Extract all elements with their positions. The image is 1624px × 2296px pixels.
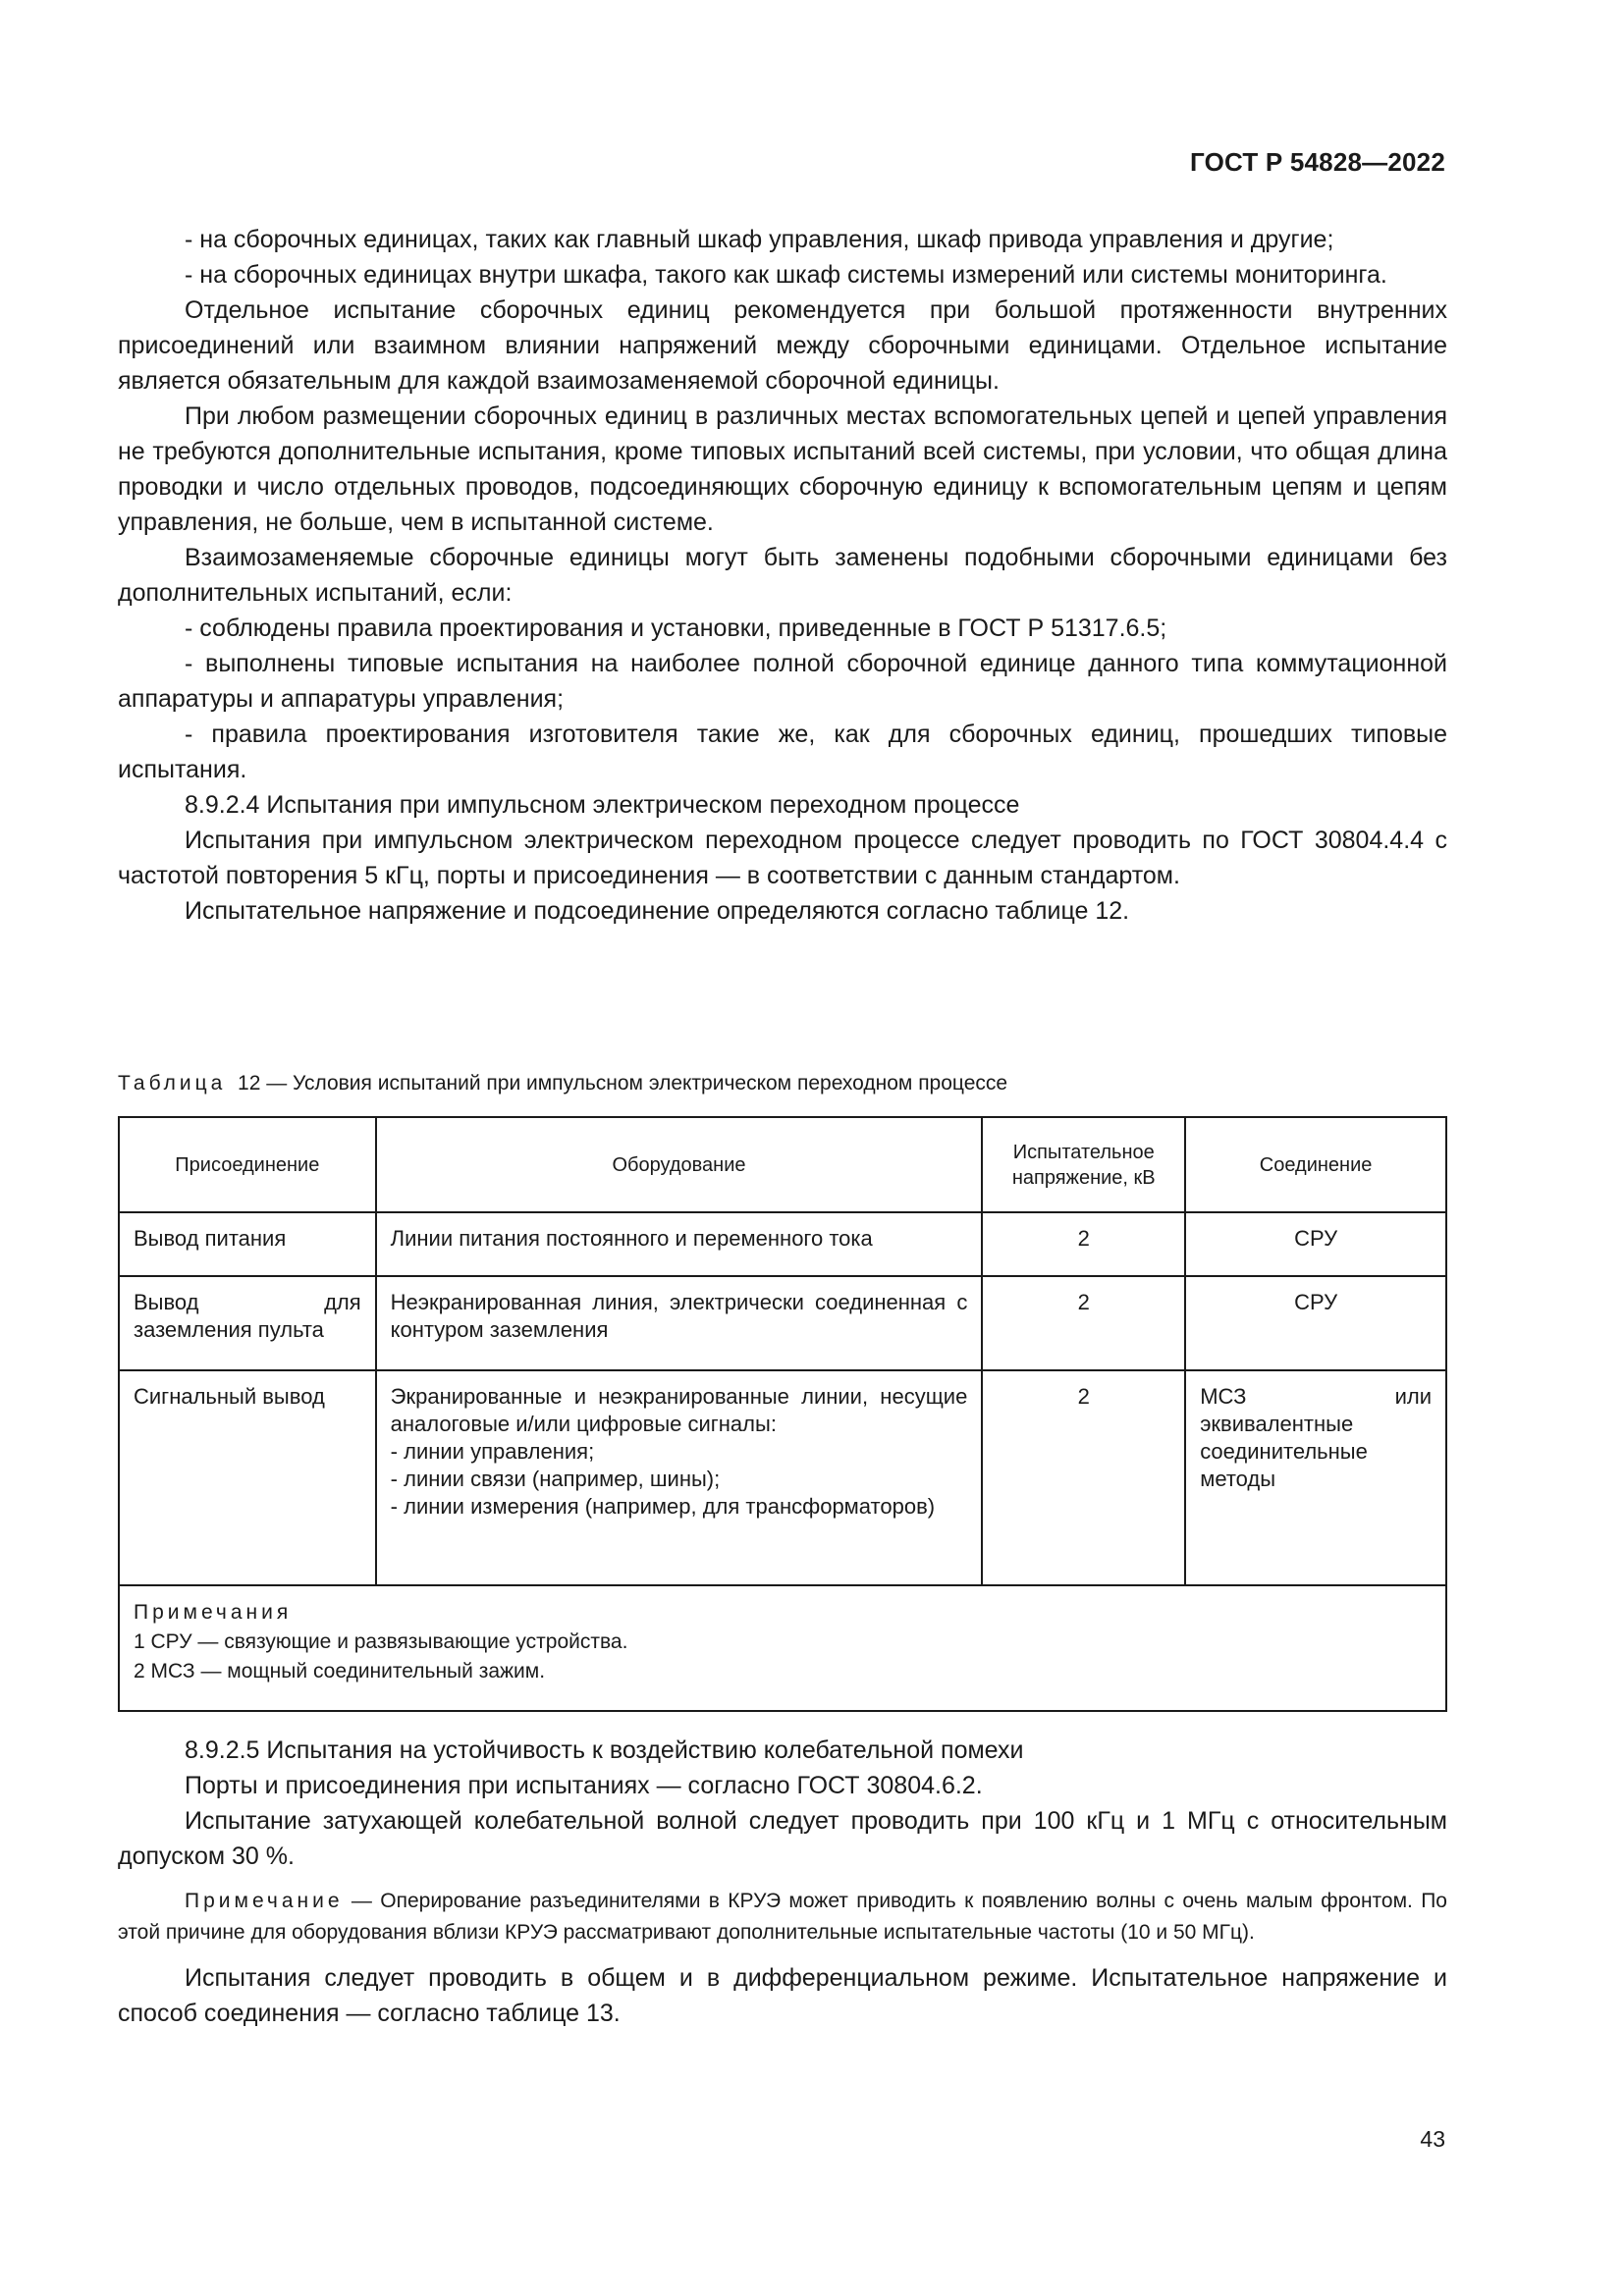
paragraph: При любом размещении сборочных единиц в различных местах вспомогательных цепей и цепей управления не требуются дополнительные испытания, кроме типовых испытаний всей системы, при условии, что общая длина проводки и число отдельных проводов, подсоединяющих сборочную единицу к вспомогательным цепям и цепям управления, не больше, чем в испытанной системе. — [118, 402, 1447, 536]
table-row — [119, 1370, 1446, 1585]
cell-coupling: МСЗ или эквивалентные соединительные методы — [1185, 1370, 1446, 1585]
cell-coupling: СРУ — [1185, 1212, 1446, 1276]
equipment-list-item: - линии управления; — [390, 1439, 595, 1464]
paragraph: - правила проектирования изготовителя такие же, как для сборочных единиц, прошедших типовые испытания. — [118, 721, 1447, 783]
table-row — [119, 1212, 1446, 1276]
body-text-top — [118, 222, 1447, 929]
paragraph: - соблюдены правила проектирования и установки, приведенные в ГОСТ Р 51317.6.5; — [185, 614, 1167, 642]
table-12 — [118, 1116, 1447, 1712]
column-header: Оборудование — [376, 1117, 983, 1212]
note-item: 2 МСЗ — мощный соединительный зажим. — [134, 1660, 546, 1682]
table-header-row — [119, 1117, 1446, 1212]
paragraph: - на сборочных единицах, таких как главный шкаф управления, шкаф привода управления и другие; — [185, 226, 1334, 253]
equipment-list-item: - линии измерения (например, для трансформаторов) — [390, 1494, 936, 1519]
paragraph: Порты и присоединения при испытаниях — согласно ГОСТ 30804.6.2. — [185, 1772, 983, 1799]
equipment-list-item: - линии связи (например, шины); — [390, 1467, 721, 1491]
section-heading: 8.9.2.4 Испытания при импульсном электрическом переходном процессе — [185, 791, 1020, 819]
note-label: Примечание — [185, 1890, 344, 1912]
cell-voltage: 2 — [982, 1212, 1185, 1276]
cell-equipment: Неэкранированная линия, электрически соединенная с контуром заземления — [376, 1276, 983, 1370]
note-paragraph — [118, 1886, 1447, 1949]
table-caption-label: Таблица — [118, 1072, 227, 1095]
table-notes — [119, 1585, 1446, 1711]
cell-voltage: 2 — [982, 1370, 1185, 1585]
section-heading: 8.9.2.5 Испытания на устойчивость к воздействию колебательной помехи — [185, 1736, 1024, 1764]
table-caption-text: 12 — Условия испытаний при импульсном электрическом переходном процессе — [238, 1072, 1008, 1095]
note-item: 1 СРУ — связующие и развязывающие устройства. — [134, 1630, 628, 1653]
cell-equipment: Линии питания постоянного и переменного тока — [376, 1212, 983, 1276]
document-id-header: ГОСТ Р 54828—2022 — [1190, 147, 1445, 177]
paragraph: Испытания следует проводить в общем и в дифференциальном режиме. Испытательное напряжение и способ соединения — согласно таблице 13. — [118, 1964, 1447, 2027]
table-notes-row — [119, 1585, 1446, 1711]
paragraph: - выполнены типовые испытания на наиболее полной сборочной единице данного типа коммутационной аппаратуры и аппаратуры управления; — [118, 650, 1447, 713]
table-caption — [118, 1072, 1007, 1095]
cell-voltage: 2 — [982, 1276, 1185, 1370]
cell-connection: Сигнальный вывод — [119, 1370, 376, 1585]
column-header: Соединение — [1185, 1117, 1446, 1212]
page-number: 43 — [1420, 2126, 1445, 2152]
note-text: — Оперирование разъединителями в КРУЭ может приводить к появлению волны с очень малым фронтом. По этой причине для оборудования вблизи КРУЭ рассматривают дополнительные испытательные частоты (10 и 50 МГц). — [118, 1890, 1447, 1944]
column-header: Присоединение — [119, 1117, 376, 1212]
paragraph: - на сборочных единицах внутри шкафа, такого как шкаф системы измерений или системы мониторинга. — [185, 261, 1387, 289]
paragraph: Отдельное испытание сборочных единиц рекомендуется при большой протяженности внутренних присоединений или взаимном влиянии напряжений между сборочными единицами. Отдельное испытание является обязательным для каждой взаимозаменяемой сборочной единицы. — [118, 296, 1447, 395]
table-row — [119, 1276, 1446, 1370]
paragraph: Испытания при импульсном электрическом переходном процессе следует проводить по ГОСТ 30804.4.4 с частотой повторения 5 кГц, порты и присоединения — в соответствии с данным стандартом. — [118, 827, 1447, 889]
body-text-bottom — [118, 1733, 1447, 2031]
paragraph: Испытательное напряжение и подсоединение определяются согласно таблице 12. — [185, 897, 1130, 925]
cell-equipment — [376, 1370, 983, 1585]
paragraph: Испытание затухающей колебательной волной следует проводить при 100 кГц и 1 МГц с относительным допуском 30 %. — [118, 1807, 1447, 1870]
paragraph: Взаимозаменяемые сборочные единицы могут быть заменены подобными сборочными единицами без дополнительных испытаний, если: — [118, 544, 1447, 607]
column-header: Испытательное напряжение, кВ — [982, 1117, 1185, 1212]
cell-connection: Вывод питания — [119, 1212, 376, 1276]
equipment-intro: Экранированные и неэкранированные линии, несущие аналоговые и/или цифровые сигналы: — [390, 1384, 968, 1436]
cell-coupling: СРУ — [1185, 1276, 1446, 1370]
notes-title: Примечания — [134, 1601, 293, 1624]
cell-connection: Вывод для заземления пульта — [119, 1276, 376, 1370]
